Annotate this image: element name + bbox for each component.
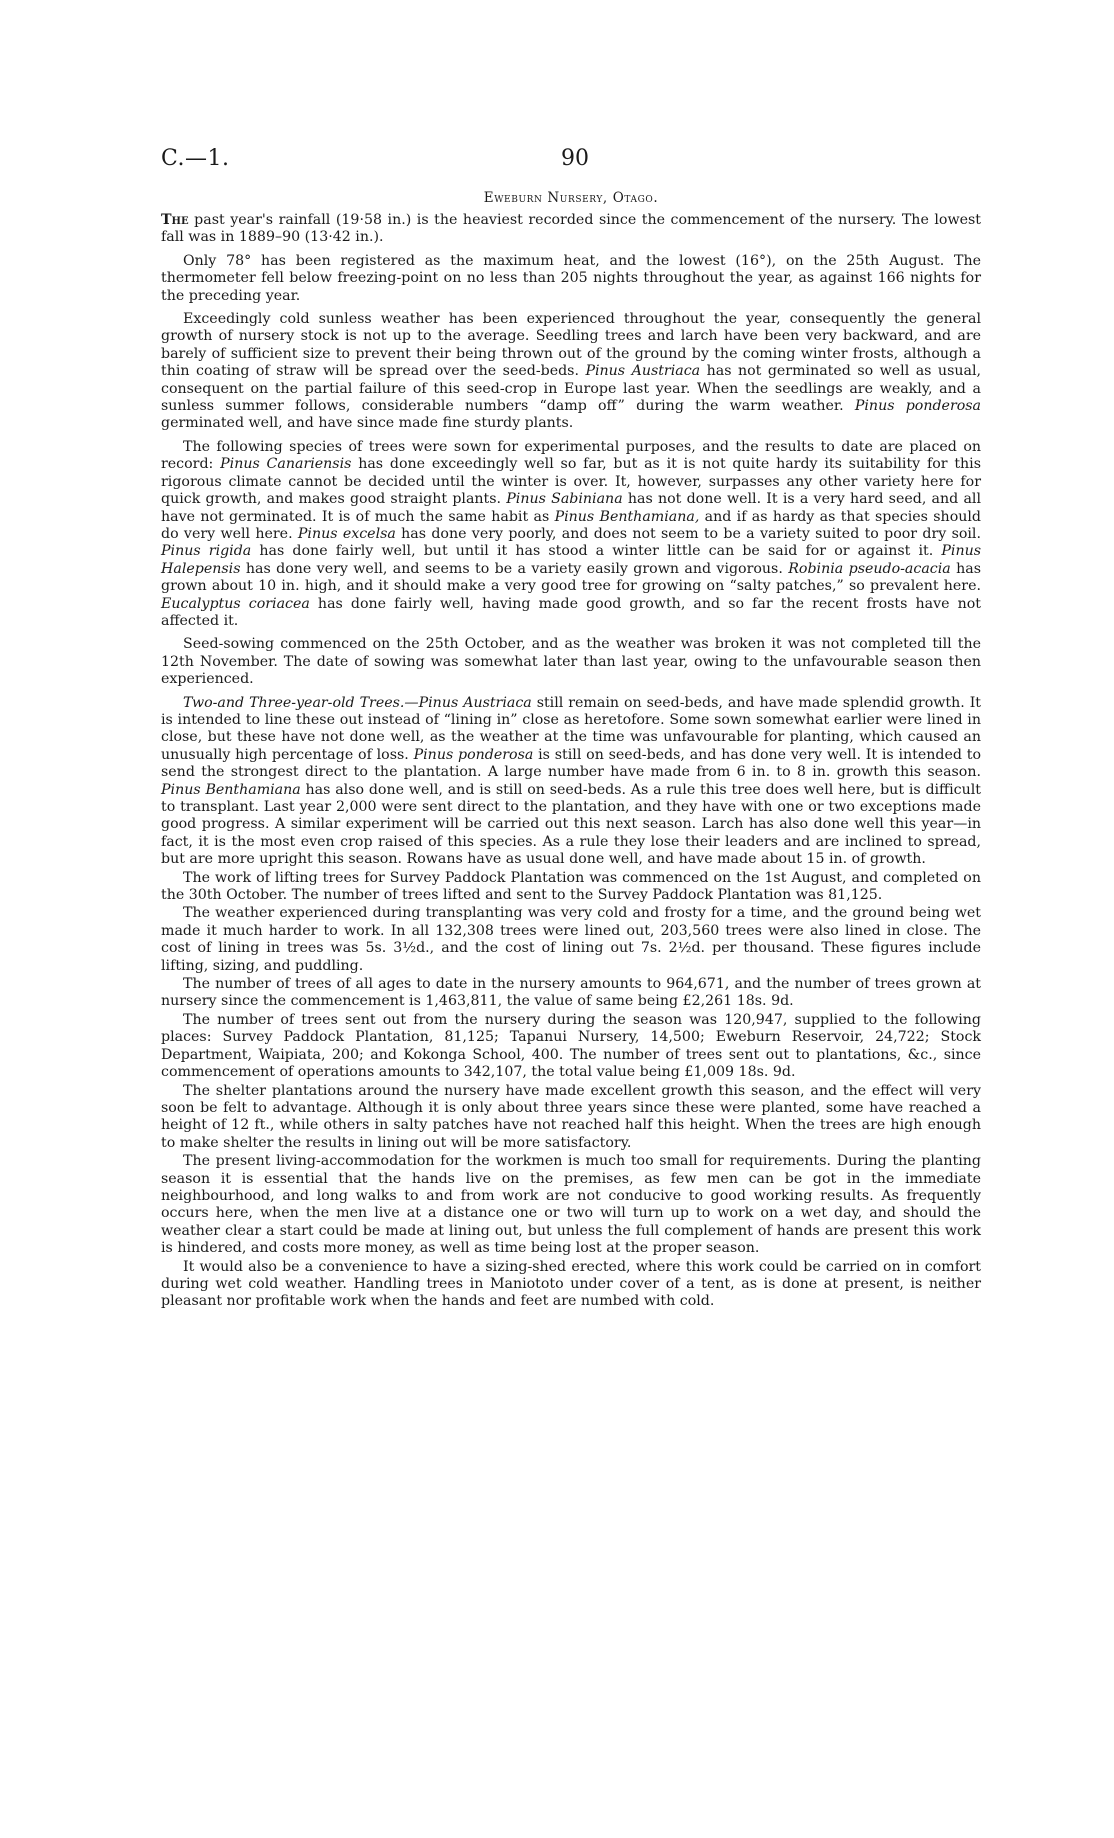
paragraph-seed-sowing: Seed-sowing commenced on the 25th October, and as the weather was broken it was not completed till the 12th November. The date of sowing was somewhat later than last year, owing to the unfavourable season then experienced. xyxy=(161,636,981,688)
section-title: Eweburn Nursery, Otago. xyxy=(483,190,659,206)
paragraph-living-accommodation: The present living-accommodation for the workmen is much too small for requirements. During the planting season it is essential that the hands live on the premises, as few men can be got in the immediate neighbourhood, and long walks to and from work are not conducive to good working results. As frequently occurs here, when the men live at a distance one or two will turn up to work on a wet day, and should the weather clear a start could be made at lining out, but unless the full complement of hands are present this work is hindered, and costs more money, as well as time being lost at the proper season. xyxy=(161,1153,981,1257)
paragraph-lifting-trees: The work of lifting trees for Survey Paddock Plantation was commenced on the 1st August, and completed on the 30th October. The number of trees lifted and sent to the Survey Paddock Plantation was 81,125. xyxy=(161,869,981,904)
paragraph-transplanting: The weather experienced during transplanting was very cold and frosty for a time, and the ground being wet made it much harder to work. In all 132,308 trees were lined out, 203,560 trees were also lined in close. The cost of lining in trees was 5s. 3½d., and the cost of lining out 7s. 2½d. per thousand. These figures include lifting, sizing, and puddling. xyxy=(161,905,981,974)
paragraph-two-three-year-trees: Two-and Three-year-old Trees.—Pinus Austriaca still remain on seed-beds, and have made splendid growth. It is intended to line these out instead of “lining in” close as heretofore. Some sown somewhat earlier were lined in close, but these have not done well, as the weather at the time was unfavourable for planting, which caused an unusually high percentage of loss. Pinus ponderosa is still on seed-beds, and has done very well. It is intended to send the strongest direct to the plantation. A large number have made from 6 in. to 8 in. growth this season. Pinus Benthamiana has also done well, and is still on seed-beds. As a rule this tree does well here, but is difficult to transplant. Last year 2,000 were sent direct to the plantation, and they have with one or two exceptions made good progress. A similar experiment will be carried out this next season. Larch has also done well this year—in fact, it is the most even crop raised of this species. As a rule they lose their leaders and are inclined to spread, but are more upright this season. Rowans have as usual done well, and have made about 15 in. of growth. xyxy=(161,694,982,868)
paragraph-tree-totals: The number of trees of all ages to date in the nursery amounts to 964,671, and the number of trees grown at nursery since the commencement is 1,463,811, the value of same being £2,261 18s. 9d. xyxy=(161,976,981,1010)
paragraph-growth: Exceedingly cold sunless weather has been experienced throughout the year, consequently the general growth of nursery stock is not up to the average. Seedling trees and larch have been very backward, and are barely of sufficient size to prevent their being thrown out of the ground by the coming winter frosts, although a thin coating of straw will be spread over the seed-beds. Pinus Austriaca has not germinated so well as usual, consequent on the partial failure of this seed-crop in Europe last year. When the seedlings are weakly, and a sunless summer follows, considerable numbers “damp off” during the warm weather. Pinus ponderosa germinated well, and have since made fine sturdy plants. xyxy=(161,311,982,432)
body-text xyxy=(161,212,981,1312)
lead-word: The xyxy=(161,212,189,228)
paragraph-trees-sent-out: The number of trees sent out from the nursery during the season was 120,947, supplied to the following places: Survey Paddock Plantation, 81,125; Tapanui Nursery, 14,500; Eweburn Reservoir, 24,722; Stock Department, Waipiata, 200; and Kokonga School, 400. The number of trees sent out to plantations, &c., since commencement of operations amounts to 342,107, the total value being £1,009 18s. 9d. xyxy=(161,1011,981,1081)
document-code: C.—1. xyxy=(161,146,230,171)
paragraph-rainfall: The past year's rainfall (19·58 in.) is the heaviest recorded since the commencement of the nursery. The lowest fall was in 1889–90 (13·42 in.). xyxy=(161,212,981,246)
page-number: 90 xyxy=(561,146,589,171)
paragraph-sizing-shed: It would also be a convenience to have a sizing-shed erected, where this work could be carried on in comfort during wet cold weather. Handling trees in Maniototo under cover of a tent, as is done at present, is neither pleasant nor profitable work when the hands and feet are numbed with cold. xyxy=(161,1258,981,1310)
paragraph-shelter-plantations: The shelter plantations around the nursery have made excellent growth this season, and the effect will very soon be felt to advantage. Although it is only about three years since these were planted, some have reached a height of 12 ft., while others in salty patches have not reached half this height. When the trees are high enough to make shelter the results in lining out will be more satisfactory. xyxy=(161,1082,981,1151)
paragraph-temperature: Only 78° has been registered as the maximum heat, and the lowest (16°), on the 25th August. The thermometer fell below freezing-point on no less than 205 nights throughout the year, as against 166 nights for the preceding year. xyxy=(161,252,981,304)
paragraph-experimental-species: The following species of trees were sown for experimental purposes, and the results to date are placed on record: Pinus Canariensis has done exceedingly well so far, but as it is not quite hardy its suitability for this rigorous climate cannot be decided until the winter is over. It, however, surpasses any other variety here for quick growth, and makes good straight plants. Pinus Sabiniana has not done well. It is a very hard seed, and all have not germinated. It is of much the same habit as Pinus Benthamiana, and if as hardy as that species should do very well here. Pinus excelsa has done very poorly, and does not seem to be a variety suited to poor dry soil. Pinus rigida has done fairly well, but until it has stood a winter little can be said for or against it. Pinus Halepensis has done very well, and seems to be a variety easily grown and vigorous. Robinia pseudo-acacia has grown about 10 in. high, and it should make a very good tree for growing on “salty patches,” so prevalent here. Eucalyptus coriacea has done fairly well, having made good growth, and so far the recent frosts have not affected it. xyxy=(161,438,981,629)
page-header xyxy=(161,146,981,172)
